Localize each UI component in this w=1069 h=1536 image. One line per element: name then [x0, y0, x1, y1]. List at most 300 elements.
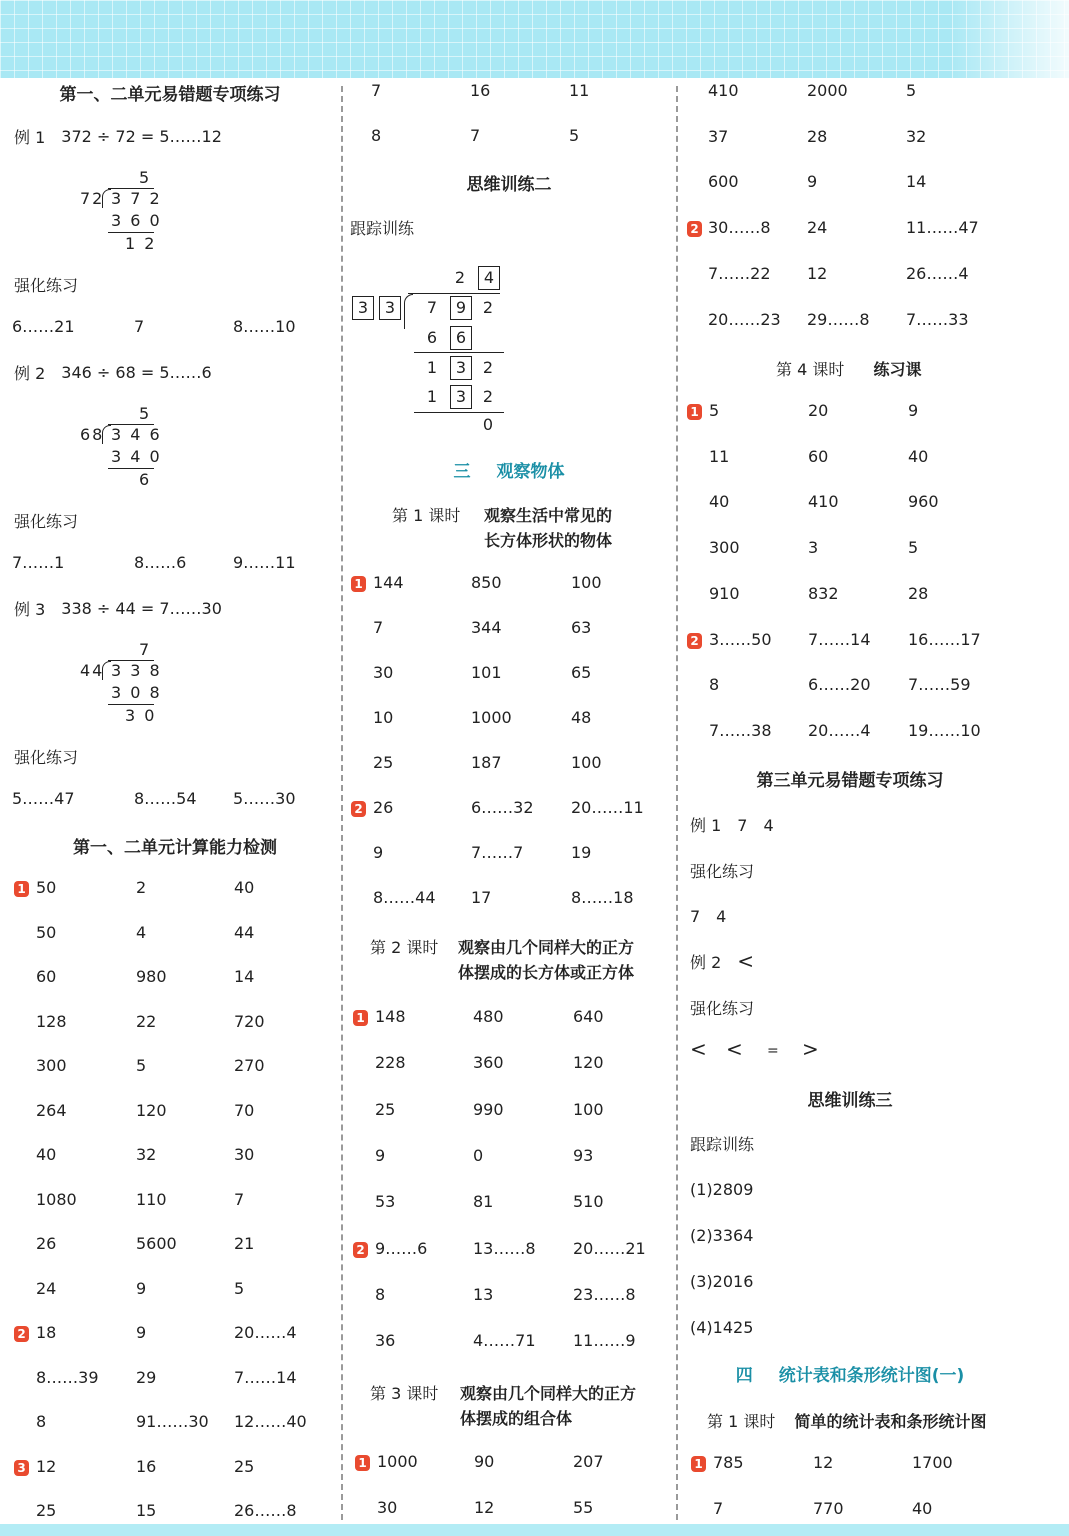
answer-cell: 26……4: [906, 263, 969, 283]
answer-row: [680, 488, 1069, 518]
long-division-2: [80, 404, 180, 494]
quotient: 7: [139, 640, 152, 659]
practice-answer: 7 4: [690, 906, 727, 926]
answer-cell: 12: [807, 263, 828, 283]
answer-cell: 8: [36, 1412, 47, 1431]
section-heading: 第三单元易错题专项练习: [756, 770, 944, 791]
answer-cell: 48: [571, 708, 592, 727]
answer-cell: 25: [36, 1501, 57, 1520]
answer-cell: 8……39: [36, 1367, 99, 1387]
answer: 9……11: [233, 553, 296, 572]
answer-row: [0, 1408, 340, 1438]
answer-cell: 1080: [36, 1189, 77, 1209]
answer-cell: 11: [569, 81, 590, 100]
division-bracket: [102, 189, 111, 208]
question-number-badge: 1: [353, 1010, 368, 1026]
answer-cell: 7……7: [471, 843, 524, 862]
answer-cell: 40: [36, 1145, 57, 1164]
subtraction-bar: [108, 468, 154, 469]
answer-cell: 9: [807, 172, 818, 192]
answer-cell: 960: [908, 492, 939, 512]
answer-cell: 40: [234, 878, 255, 897]
product: 3 4 0: [111, 447, 162, 466]
answer-cell: 207: [573, 1452, 604, 1471]
example-2-answer: [690, 946, 754, 976]
answer-cell: 785: [713, 1453, 744, 1472]
answer-cell: 26: [373, 798, 394, 817]
lesson-heading: [776, 357, 921, 380]
example-2-line: [14, 357, 212, 387]
answer: 7: [134, 317, 145, 336]
answer-cell: 17: [471, 888, 492, 907]
answer-row: [344, 77, 674, 107]
answer-row: [680, 1495, 1069, 1525]
puzzle-box: 4: [478, 266, 500, 290]
puzzle-digit: 2: [482, 298, 494, 317]
answer-cell: 8……44: [373, 888, 436, 907]
lesson-title-line1: 观察生活中常见的: [484, 506, 613, 525]
answer-cell: 55: [573, 1498, 594, 1517]
lesson-title-line2: 体摆成的组合体: [460, 1409, 573, 1428]
answer: 6……21: [12, 317, 75, 336]
quotient: 5: [139, 404, 152, 423]
answer-row: [680, 77, 1069, 107]
answer-cell: 90: [474, 1452, 495, 1471]
answer-row: [0, 1186, 340, 1216]
answer-cell: 4: [136, 922, 147, 942]
long-division-1: [80, 168, 180, 258]
answer-row: [0, 1364, 340, 1394]
comparison-symbol: >: [802, 1037, 819, 1061]
answer-cell: 8……18: [571, 888, 634, 907]
subtraction-bar: [108, 704, 154, 705]
answer-row: [680, 443, 1069, 473]
column-divider-2: [676, 86, 678, 1520]
answer-cell: 13: [473, 1284, 494, 1304]
answer-row: [680, 534, 1069, 564]
answer-cell: 480: [473, 1007, 504, 1026]
answer-cell: 110: [136, 1189, 167, 1209]
remainder: 6: [139, 470, 152, 489]
puzzle-box: 9: [450, 296, 472, 320]
puzzle-digit: 2: [482, 387, 494, 406]
answer: 8……10: [233, 317, 296, 336]
answer-cell: 148: [375, 1007, 406, 1026]
question-number-badge: 2: [14, 1326, 29, 1342]
answer-cell: 20……11: [571, 798, 644, 817]
answer-cell: 8: [371, 126, 382, 145]
question-number-badge: 2: [353, 1242, 368, 1258]
answer-row: [344, 1327, 674, 1357]
answer-cell: 5: [709, 401, 720, 420]
remainder: 3 0: [125, 706, 157, 725]
answer-cell: 770: [813, 1499, 844, 1518]
unit-title: 统计表和条形统计图(一): [778, 1365, 965, 1386]
question-number-badge: 1: [14, 881, 29, 897]
answer-cell: 100: [573, 1099, 604, 1119]
answer: 7……1: [12, 553, 65, 572]
divisor: 72: [80, 189, 105, 208]
answer-cell: 14: [906, 172, 927, 192]
answer-cell: 187: [471, 753, 502, 772]
answer-item: (2)3364: [690, 1225, 754, 1245]
answer-cell: 12: [813, 1453, 834, 1472]
answer-cell: 410: [708, 81, 739, 100]
practice-symbols: [680, 1037, 880, 1067]
column-divider-1: [341, 86, 343, 1520]
answer-cell: 120: [136, 1100, 167, 1120]
lesson-title: 简单的统计表和条形统计图: [794, 1412, 987, 1431]
answer-cell: 20: [808, 401, 829, 420]
question-number-badge: 1: [687, 404, 702, 420]
answer-cell: 270: [234, 1056, 265, 1075]
answer-cell: 20……21: [573, 1238, 646, 1258]
answer-cell: 2000: [807, 81, 848, 100]
answer-cell: 10: [373, 708, 394, 727]
answer-row: [0, 1008, 340, 1038]
answer-cell: 4……71: [473, 1331, 536, 1351]
answer-cell: 980: [136, 967, 167, 986]
answer-cell: 300: [36, 1056, 67, 1075]
division-bracket: [102, 425, 111, 444]
answer-row: [0, 1052, 340, 1082]
answer-cell: 2: [136, 878, 147, 897]
answer-row: [680, 671, 1069, 701]
answer-cell: 0: [473, 1145, 484, 1165]
division-bracket: [404, 294, 413, 329]
answer-cell: 53: [375, 1192, 396, 1212]
answer-cell: 101: [471, 663, 502, 682]
answer-row: [0, 1230, 340, 1260]
divisor: 68: [80, 425, 105, 444]
answer-cell: 12: [36, 1456, 57, 1476]
answer-cell: 360: [473, 1053, 504, 1073]
answer-cell: 120: [573, 1053, 604, 1073]
answer-cell: 25: [234, 1456, 255, 1476]
section-heading: 思维训练三: [807, 1090, 893, 1111]
header-grid-band: [0, 0, 1069, 78]
example-label: 例 2: [14, 363, 46, 383]
long-division-3: [80, 640, 180, 730]
answer-cell: 7: [470, 126, 481, 145]
answer-cell: 20……4: [234, 1323, 297, 1342]
answer-cell: 30: [377, 1498, 398, 1517]
dividend: 3 4 6: [111, 425, 162, 444]
dividend: 3 7 2: [111, 189, 162, 208]
puzzle-digit: 0: [482, 415, 494, 434]
answer-row: [0, 1275, 340, 1305]
practice-label: 强化练习: [14, 275, 79, 295]
puzzle-digit: 6: [426, 328, 438, 347]
answer-cell: 1700: [912, 1453, 953, 1472]
practice-answers-3: [0, 785, 340, 815]
answer-row: [344, 1494, 674, 1524]
answer-cell: 7……22: [708, 263, 771, 283]
answer-cell: 228: [375, 1053, 406, 1073]
lesson-heading: [370, 935, 635, 982]
puzzle-digit: 1: [426, 358, 438, 377]
lesson-heading: [392, 503, 613, 550]
answer: 8……54: [134, 789, 197, 808]
example-3-line: [14, 593, 222, 623]
answer-cell: 910: [709, 583, 740, 603]
answer: 8……6: [134, 553, 187, 572]
answer-cell: 13……8: [473, 1238, 536, 1258]
answer-cell: 6……20: [808, 675, 871, 695]
answer-item: (4)1425: [690, 1317, 754, 1337]
answer-row: [680, 260, 1069, 290]
answer-cell: 29……8: [807, 309, 870, 329]
question-number-badge: 3: [14, 1460, 29, 1476]
answer-cell: 50: [36, 922, 57, 942]
dividend: 3 3 8: [111, 661, 162, 680]
answer: 5……30: [233, 789, 296, 808]
answer-cell: 36: [375, 1331, 396, 1351]
answer-row: [344, 569, 674, 599]
answer-cell: 60: [36, 967, 57, 986]
answer-row: [344, 1448, 674, 1478]
example-1-answer: 例 1 7 4: [690, 815, 774, 835]
digit-puzzle: [348, 264, 508, 434]
answer-cell: 9: [375, 1145, 386, 1165]
answer-cell: 410: [808, 492, 839, 512]
answer-cell: 93: [573, 1145, 594, 1165]
answer-row: [344, 1142, 674, 1172]
puzzle-box: 3: [450, 356, 472, 380]
answer-cell: 7……33: [906, 309, 969, 329]
lesson-heading: [707, 1409, 986, 1432]
answer-row: [344, 794, 674, 824]
answer-cell: 28: [807, 126, 828, 146]
subtraction-bar: [108, 232, 154, 233]
answer-cell: 5: [906, 81, 917, 100]
answer-cell: 1000: [471, 708, 512, 727]
answer-cell: 12……40: [234, 1412, 307, 1431]
answer-cell: 8: [709, 675, 720, 695]
answer-cell: 60: [808, 446, 829, 466]
answer-row: [344, 1281, 674, 1311]
answer-row: [344, 749, 674, 779]
puzzle-digit: 2: [454, 268, 466, 287]
answer-cell: 7: [373, 618, 384, 637]
answer-row: [0, 1453, 340, 1483]
practice-label: 强化练习: [690, 861, 755, 881]
answer-cell: 30: [234, 1145, 255, 1164]
answer-row: [680, 168, 1069, 198]
answer-cell: 300: [709, 538, 740, 558]
lesson-title-line2: 长方体形状的物体: [484, 531, 613, 550]
answer-cell: 7……14: [234, 1367, 297, 1387]
answer-cell: 100: [571, 753, 602, 772]
answer-cell: 1000: [377, 1452, 418, 1471]
answer-row: [0, 1097, 340, 1127]
answer-row: [680, 580, 1069, 610]
practice-label: 强化练习: [690, 998, 755, 1018]
subtraction-bar: [414, 352, 504, 353]
answer-cell: 8: [375, 1284, 386, 1304]
answer-row: [344, 659, 674, 689]
answer-cell: 128: [36, 1011, 67, 1031]
answer-cell: 26: [36, 1234, 57, 1253]
answer-item: (3)2016: [690, 1271, 754, 1291]
question-number-badge: 1: [355, 1455, 370, 1471]
answer-cell: 11……47: [906, 218, 979, 238]
answer-cell: 50: [36, 878, 57, 897]
answer-cell: 40: [709, 492, 730, 512]
answer-cell: 24: [36, 1278, 57, 1298]
subtraction-bar: [414, 412, 504, 413]
unit-title: 观察物体: [496, 461, 565, 482]
answer-cell: 18: [36, 1323, 57, 1342]
example-label: 例 2: [690, 952, 722, 972]
puzzle-box: 3: [450, 385, 472, 409]
answer-cell: 7: [371, 81, 382, 100]
answer-row: [0, 963, 340, 993]
answer-cell: 16: [470, 81, 491, 100]
answer-cell: 9: [373, 843, 384, 862]
lesson-label: 第 1 课时: [707, 1412, 776, 1431]
answer-cell: 19……10: [908, 720, 981, 740]
answer-row: [680, 214, 1069, 244]
answer-cell: 7……59: [908, 675, 971, 695]
answer-cell: 7……14: [808, 629, 871, 649]
divisor: 44: [80, 661, 105, 680]
answer-cell: 5600: [136, 1234, 177, 1253]
answer-cell: 65: [571, 663, 592, 682]
answer-row: [344, 1049, 674, 1079]
answer-cell: 30……8: [708, 218, 771, 238]
answer-row: [680, 717, 1069, 747]
answer-cell: 15: [136, 1501, 157, 1520]
answer-cell: 20……23: [708, 309, 781, 329]
answer-cell: 20……4: [808, 720, 871, 740]
puzzle-digit: 1: [426, 387, 438, 406]
answer-row: [680, 397, 1069, 427]
answer-cell: 3……50: [709, 629, 772, 649]
answer-cell: 344: [471, 618, 502, 637]
answer-row: [344, 884, 674, 914]
example-expression: 346 ÷ 68 = 5……6: [61, 362, 212, 382]
answer: 5……47: [12, 789, 75, 808]
answer-row: [0, 874, 340, 904]
answer-cell: 29: [136, 1367, 157, 1387]
answer-cell: 12: [474, 1498, 495, 1517]
answer-cell: 21: [234, 1234, 255, 1253]
answer-cell: 24: [807, 218, 828, 238]
practice-answers-2: [0, 549, 340, 579]
answer-cell: 7: [713, 1499, 724, 1518]
answer-row: [680, 626, 1069, 656]
comparison-symbol: =: [767, 1043, 779, 1059]
answer-cell: 44: [234, 922, 255, 942]
answer-row: [0, 1497, 340, 1527]
answer-row: [344, 122, 674, 152]
answer-cell: 6……32: [471, 798, 534, 817]
example-1-line: [14, 121, 222, 151]
answer-cell: 19: [571, 843, 592, 862]
unit-heading: [344, 454, 674, 484]
answer-row: [680, 123, 1069, 153]
answer-cell: 32: [906, 126, 927, 146]
answer-cell: 9: [908, 401, 919, 420]
puzzle-digit: 7: [426, 298, 438, 317]
answer-cell: 7: [234, 1189, 245, 1209]
answer-cell: 832: [808, 583, 839, 603]
question-number-badge: 2: [351, 801, 366, 817]
unit-number: 三: [453, 461, 471, 482]
answer-cell: 16: [136, 1456, 157, 1476]
lesson-title-line1: 观察由几个同样大的正方: [458, 938, 635, 957]
answer-cell: 32: [136, 1145, 157, 1164]
answer-row: [0, 919, 340, 949]
remainder: 1 2: [125, 234, 157, 253]
answer-cell: 23……8: [573, 1284, 636, 1304]
unit-number: 四: [735, 1365, 753, 1386]
comparison-symbol: <: [737, 949, 755, 973]
lesson-label: 第 3 课时: [370, 1384, 439, 1403]
answer-cell: 63: [571, 618, 592, 637]
lesson-title-line1: 观察由几个同样大的正方: [460, 1384, 637, 1403]
quotient: 5: [139, 168, 152, 187]
lesson-label: 第 1 课时: [392, 506, 461, 525]
tracking-label: 跟踪训练: [350, 218, 415, 238]
example-expression: 338 ÷ 44 = 7……30: [61, 598, 222, 618]
answer-cell: 600: [708, 172, 739, 192]
answer-cell: 22: [136, 1011, 157, 1031]
answer-cell: 28: [908, 583, 929, 603]
practice-label: 强化练习: [14, 511, 79, 531]
answer-cell: 9: [136, 1323, 147, 1342]
comparison-symbol: <: [690, 1037, 707, 1061]
answer-cell: 990: [473, 1099, 504, 1119]
answer-cell: 26……8: [234, 1501, 297, 1520]
section-heading: 思维训练二: [466, 174, 552, 195]
answer-row: [344, 1235, 674, 1265]
answer-cell: 16……17: [908, 629, 981, 649]
lesson-label: 第 2 课时: [370, 938, 439, 957]
answer-row: [0, 1319, 340, 1349]
lesson-title: 练习课: [873, 360, 922, 379]
answer-row: [344, 839, 674, 869]
question-number-badge: 1: [351, 576, 366, 592]
answer-cell: 7……38: [709, 720, 772, 740]
answer-cell: 5: [908, 538, 919, 558]
example-label: 例 1: [14, 127, 46, 147]
answer-cell: 720: [234, 1011, 265, 1031]
answer-cell: 40: [908, 446, 929, 466]
answer-row: [680, 306, 1069, 336]
answer-cell: 850: [471, 573, 502, 592]
practice-answers-1: [0, 313, 340, 343]
answer-cell: 25: [375, 1099, 396, 1119]
puzzle-box: 6: [450, 326, 472, 350]
unit-heading: [680, 1358, 1020, 1388]
answer-cell: 91……30: [136, 1412, 209, 1431]
practice-label: 强化练习: [14, 747, 79, 767]
division-bar: [408, 293, 500, 294]
answer-item: (1)2809: [690, 1179, 754, 1199]
answer-cell: 640: [573, 1007, 604, 1026]
comparison-symbol: <: [726, 1037, 743, 1061]
lesson-label: 第 4 课时: [776, 360, 845, 379]
answer-cell: 9……6: [375, 1238, 428, 1258]
answer-cell: 70: [234, 1100, 255, 1120]
answer-cell: 510: [573, 1192, 604, 1212]
product: 3 0 8: [111, 683, 162, 702]
answer-cell: 144: [373, 573, 404, 592]
answer-cell: 11……9: [573, 1331, 636, 1351]
answer-cell: 3: [808, 538, 819, 558]
